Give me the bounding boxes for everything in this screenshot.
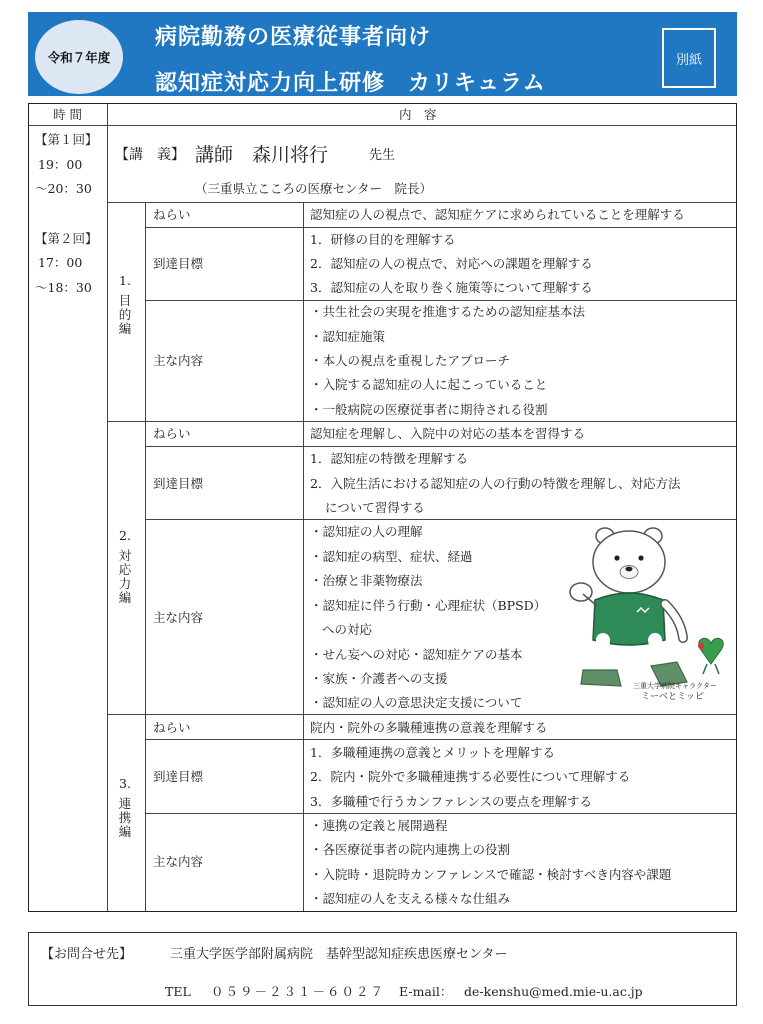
section2-content-item: ・家族・介護者への支援 xyxy=(310,671,448,686)
col-content-header: 内 容 xyxy=(399,107,437,122)
col-time-header: 時 間 xyxy=(53,107,82,122)
section3-aim: 院内・院外の多職種連携の意義を理解する xyxy=(310,720,548,735)
section3-name xyxy=(118,777,132,839)
title-line2: 認知症対応力向上研修 カリキュラム xyxy=(155,70,546,96)
curriculum-table xyxy=(28,103,737,912)
section2-char: 編 xyxy=(118,590,132,605)
section2-goals-label: 到達目標 xyxy=(153,476,204,491)
contact-tel: ０５９－２３１－６０２７ xyxy=(211,984,386,999)
section3-content-item: ・認知症の人を支える様々な仕組み xyxy=(310,891,511,906)
section1-aim: 認知症の人の視点で、認知症ケアに求められていることを理解する xyxy=(310,207,685,222)
lecturer-affiliation: （三重県立こころの医療センター 院長） xyxy=(195,181,433,196)
section2-goal: 2．入院生活における認知症の人の行動の特徴を理解し、対応方法 xyxy=(310,476,681,491)
section3-aim-label: ねらい xyxy=(153,720,191,735)
session1-start: 19：00 xyxy=(38,157,83,172)
section2-goal: 1．認知症の特徴を理解する xyxy=(310,451,468,466)
section3-char: 携 xyxy=(118,810,132,825)
section3-char: 連 xyxy=(118,796,132,811)
section3-content-item: ・各医療従事者の院内連携上の役割 xyxy=(310,842,511,857)
section1-char: 編 xyxy=(118,321,132,336)
header-band xyxy=(28,12,737,96)
contact-org: 三重大学医学部附属病院 基幹型認知症疾患医療センター xyxy=(170,947,508,962)
contact-label: 【お問合せ先】 xyxy=(41,947,133,962)
section2-content-item: ・せん妄への対応・認知症ケアの基本 xyxy=(310,647,523,662)
section1-content-item: ・本人の視点を重視したアプローチ xyxy=(310,353,511,368)
section3-goal: 3．多職種で行うカンファレンスの要点を理解する xyxy=(310,794,593,809)
contact-email[interactable]: de-kenshu@med.mie-u.ac.jp xyxy=(464,984,643,999)
session1-label: 【第１回】 xyxy=(35,132,98,147)
section1-char: 的 xyxy=(118,307,132,322)
section1-num: 1. xyxy=(119,273,131,288)
bear-mascot-icon xyxy=(570,528,687,686)
session2-end: ～18：30 xyxy=(35,280,92,295)
mascot-illustration xyxy=(567,522,727,707)
section3-char: 編 xyxy=(118,824,132,839)
section3-goals-label: 到達目標 xyxy=(153,769,204,784)
mascot-caption1: 三重大学病院キャラクター xyxy=(633,682,717,690)
section2-num: 2. xyxy=(119,528,131,543)
lecturer-name: 講師 森川将行 xyxy=(195,144,329,166)
section1-goals-label: 到達目標 xyxy=(153,256,204,271)
session1-end: ～20：30 xyxy=(35,181,92,196)
section1-content-item: ・共生社会の実現を推進するための認知症基本法 xyxy=(310,304,586,319)
section2-content-item: への対応 xyxy=(322,622,373,637)
section2-char: 力 xyxy=(118,576,132,591)
lecture-tag: 【講 義】 xyxy=(115,147,185,163)
section3-num: 3. xyxy=(119,776,131,791)
section1-name xyxy=(118,274,132,336)
section1-goal: 3．認知症の人を取り巻く施策等について理解する xyxy=(310,280,593,295)
contact-email-label: E-mail： xyxy=(399,984,453,999)
title-line1: 病院勤務の医療従事者向け xyxy=(155,24,432,50)
section2-content-item: ・認知症の人の意思決定支援について xyxy=(310,695,523,710)
contact-tel-label: TEL xyxy=(165,984,191,999)
mascot-caption2: ミーベとミッピ xyxy=(641,692,704,702)
section1-content-item: ・認知症施策 xyxy=(310,329,386,344)
section2-name xyxy=(118,529,132,605)
section3-content-item: ・連携の定義と展開過程 xyxy=(310,818,448,833)
section2-aim: 認知症を理解し、入院中の対応の基本を習得する xyxy=(310,426,586,441)
section2-contents-label: 主な内容 xyxy=(153,610,204,625)
section3-content-item: ・入院時・退院時カンファレンスで確認・検討すべき内容や課題 xyxy=(310,867,672,882)
section2-char: 対 xyxy=(118,548,132,563)
attachment-label: 別紙 xyxy=(662,28,716,88)
section2-char: 応 xyxy=(118,562,132,577)
section3-goal: 2．院内・院外で多職種連携する必要性について理解する xyxy=(310,769,631,784)
section2-aim-label: ねらい xyxy=(153,426,191,441)
section2-content-item: ・認知症の病型、症状、経過 xyxy=(310,549,473,564)
year-badge: 令和７年度 xyxy=(35,20,123,94)
section1-goal: 1．研修の目的を理解する xyxy=(310,232,456,247)
section1-content-item: ・入院する認知症の人に起こっていること xyxy=(310,377,548,392)
section2-content-item: ・認知症に伴う行動・心理症状（BPSD） xyxy=(310,598,547,613)
section1-content-item: ・一般病院の医療従事者に期待される役割 xyxy=(310,402,548,417)
section2-content-item: ・治療と非薬物療法 xyxy=(310,573,423,588)
session2-start: 17：00 xyxy=(38,255,83,270)
lecturer-honorific: 先生 xyxy=(369,148,396,163)
session2-label: 【第２回】 xyxy=(35,231,98,246)
section3-contents-label: 主な内容 xyxy=(153,854,204,869)
heart-character-icon xyxy=(698,638,723,674)
contact-box xyxy=(28,932,737,1006)
section1-char: 目 xyxy=(118,293,132,308)
section2-goal: について習得する xyxy=(325,500,425,515)
section1-aim-label: ねらい xyxy=(153,207,191,222)
section1-contents-label: 主な内容 xyxy=(153,353,204,368)
section2-content-item: ・認知症の人の理解 xyxy=(310,524,423,539)
section3-goal: 1．多職種連携の意義とメリットを理解する xyxy=(310,745,555,760)
section1-goal: 2．認知症の人の視点で、対応への課題を理解する xyxy=(310,256,593,271)
